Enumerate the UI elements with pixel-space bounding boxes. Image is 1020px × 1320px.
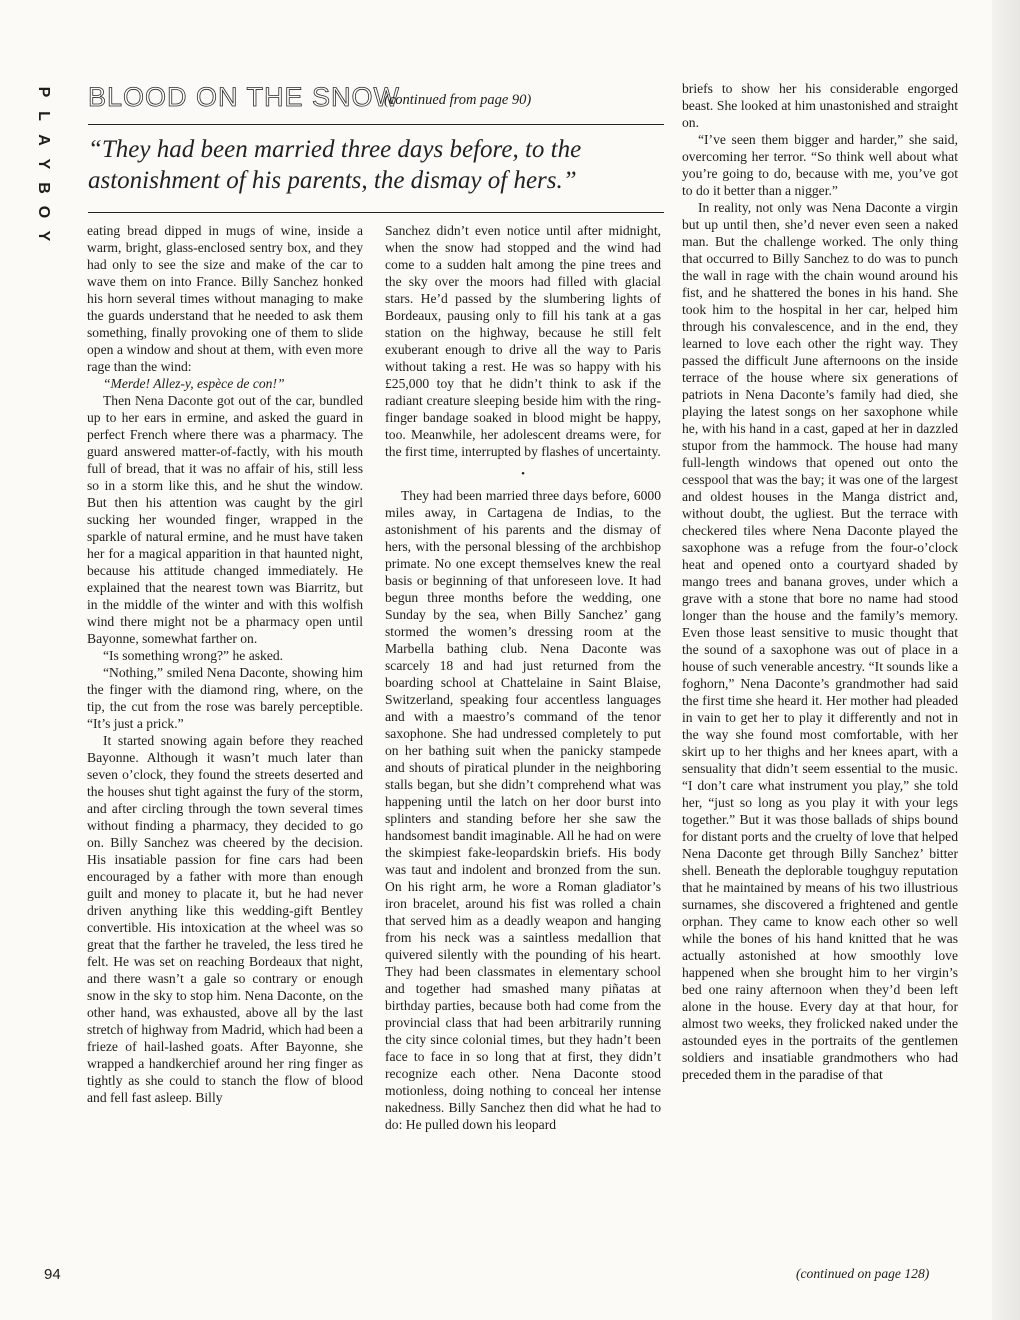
masthead-letter: Y [35,230,52,242]
paragraph: “Merde! Allez-y, espèce de con!” [103,376,285,391]
paragraph: briefs to show her his considerable engorged beast. She looked at him unastonished and straight on. [682,81,958,130]
text-column-2 [385,222,661,1133]
text-column-3 [682,80,958,1083]
paragraph: They had been married three days before, 6000 miles away, in Cartagena de Indias, to the astonishment of his parents and the dismay of hers, with the personal blessing of the archbishop primate. No one except themselves knew the real basis or beginning of that unforeseen love. It had begun three months before the wedding, one Sunday by the sea, when Billy Sanchez’ gang stormed the women’s dressing room at the Marbella bathing club. Nena Daconte was scarcely 18 and had just returned from the boarding school at Chattelaine in Saint Blaise, Switzerland, speaking four accentless languages and with a maestro’s command of the tenor saxophone. She had undressed completely to put on her bathing suit when the panicky stampede and shouts of piratical plunder in the neighboring stalls began, but she didn’t comprehend what was happening until the latch on her door burst into splinters and standing before her she saw the handsomest bandit imaginable. All he had on were the skimpiest fake-leopardskin briefs. His body was taut and indolent and bronzed from the sun. On his right arm, he wore a Roman gladiator’s iron bracelet, around his fist was rolled a chain that served him as a deadly weapon and hanging from his neck was a saintless medallion that quivered silently with the pounding of his heart. They had been classmates in elementary school and together had smashed many piñatas at birthday parties, because both had come from the provincial class that had been arbitrarily running the city since colonial times, but they hadn’t been face to face in so long that at first, they didn’t recognize each other. Nena Daconte stood motionless, doing nothing to conceal her intense nakedness. Billy Sanchez then did what he had to do: He pulled down his leopard [385,488,661,1132]
divider-rule [88,212,664,213]
page-edge [992,0,1020,1320]
pull-quote: “They had been married three days before, to the astonishment of his parents, the dismay of hers.” [88,136,582,194]
paragraph: Then Nena Daconte got out of the car, bundled up to her ears in ermine, and asked the guard in perfect French where there was a pharmacy. The guard answered matter-of-factly, with his mouth full of bread, that it was no affair of his, still less so in a storm like this, and he shut the window. But then his attention was caught by the girl sucking her wounded finger, wrapped in the sparkle of natural ermine, and he must have taken her for a magical apparition in that haunted night, because his attitude changed immediately. He explained that the nearest town was Biarritz, but in the middle of the winter and with this wolfish wind there might not be a pharmacy open until Bayonne, somewhat farther on. [87,393,363,646]
masthead-letter: L [35,111,52,121]
paragraph: In reality, not only was Nena Daconte a virgin but up until then, she’d never even seen a naked man. But the challenge worked. The only thing that occurred to Billy Sanchez to do was to punch the wall in rage with the chain wound around his fist, and he shattered the bones in his hand. She took him to the hospital in her car, helped him through his convalescence, and in the end, they learned to love each other the right way. They passed the difficult June afternoons on the inside terrace of the house where six generations of patriots in Nena Daconte’s family had died, she playing the latest songs on her saxophone while he, with his hand in a cast, gaped at her in dazzled stupor from the hammock. The house had many full-length windows that opened out onto the cesspool that was the bay; it was one of the largest and oldest houses in the Manga district and, without doubt, the ugliest. But the terrace with checkered tiles where Nena Daconte played the saxophone was a refuge from the four-o’clock heat and opened onto a courtyard shaded by mango trees and banana groves, under which a grave with a stone that bore no name had stood longer than the house and the family’s memory. Even those least sensitive to music thought that the sound of a saxophone was out of place in a house of such venerable ancestry. “It sounds like a foghorn,” Nena Daconte’s grandmother had said the first time she heard it. Her mother had pleaded in vain to get her to play it differently and not in the way she found most comfortable, with her skirt up to her thighs and her knees apart, with a sensuality that didn’t seem essential to the music. “I don’t care what instrument you play,” she told her, “just so long as you play it with your legs together.” But it was those ballads of ships bound for distant ports and the cruelty of love that helped Nena Daconte get through Billy Sanchez’ bitter shell. Beneath the deplorable toughguy reputation that he maintained by means of his two illustrious surnames, she discovered a frightened and gentle orphan. They came to know each other so well while the bones of his hand knitted that he was actually astonished at how smoothly love happened when she brought him to her virgin’s bed one rainy afternoon when they’d been left alone in the house. Every day at that hour, for almost two weeks, they frolicked naked under the astounded eyes in the portraits of the gentlemen soldiers and insatiable grandmothers who had preceded them in the paradise of that [682,200,958,1082]
paragraph: Sanchez didn’t even notice until after midnight, when the snow had stopped and the wind had come to a sudden halt among the pine trees and the sky over the moors had filled with glacial stars. He’d passed by the slumbering lights of Bordeaux, pausing only to fill his tank at a gas station on the highway, because he still felt exuberant enough to drive all the way to Paris without taking a rest. He was so happy with his £25,000 toy that he didn’t think to ask if the radiant creature sleeping beside him with the ring-finger bandage soaked in blood might be happy, too. Meanwhile, her adolescent dreams were, for the first time, interrupted by flashes of uncertainty. [385,223,661,459]
paragraph: “Is something wrong?” he asked. [103,648,284,663]
page-number: 94 [44,1266,61,1283]
text-column-1 [87,222,363,1106]
masthead-letter: A [35,134,52,146]
masthead-vertical [30,80,56,248]
masthead-letter: P [35,86,52,98]
continued-from: (continued from page 90) [384,92,532,108]
paragraph: It started snowing again before they reached Bayonne. Although it wasn’t much later than seven o’clock, they found the streets deserted and the houses shut tight against the fury of the storm, and after circling through the town several times without finding a pharmacy, they decided to go on. Billy Sanchez was cheered by the decision. His insatiable passion for fine cars had been encouraged by a father with more than enough guilt and money to placate it, but he had never driven anything like this wedding-gift Bentley convertible. His intoxication at the wheel was so great that the farther he traveled, the less tired he felt. He was set on reaching Bordeaux that night, and there wasn’t a gale so contrary or enough snow in the sky to stop him. Nena Daconte, on the other hand, was exhausted, above all by the last stretch of highway from Madrid, which had been a frieze of hail-lashed goats. After Bayonne, she wrapped a handkerchief around her ring finger as tightly as she could to stanch the flow of blood and fell fast asleep. Billy [87,733,363,1105]
article-header [88,80,664,125]
continued-to: (continued on page 128) [796,1266,930,1281]
series-title: BLOOD ON THE SNOW [88,82,401,112]
section-break: • [521,468,525,480]
masthead-letter: Y [35,158,52,170]
masthead-letter: B [35,182,52,194]
masthead-letter: O [35,205,52,219]
paragraph: eating bread dipped in mugs of wine, inside a warm, bright, glass-enclosed sentry box, and they had only to see the size and make of the car to wave them on into France. Billy Sanchez honked his horn several times without managing to make the guards understand that he needed to ask them something, finally provoking one of them to slide open a window and shout at them, with even more rage than the wind: [87,223,363,374]
paragraph: “Nothing,” smiled Nena Daconte, showing him the finger with the diamond ring, where, on the tip, the cut from the rose was barely perceptible. “It’s just a prick.” [87,665,363,731]
paragraph: “I’ve seen them bigger and harder,” she said, overcoming her terror. “So think well about what you’re going to do, because with me, you’ve got to do it better than a nigger.” [682,132,958,198]
